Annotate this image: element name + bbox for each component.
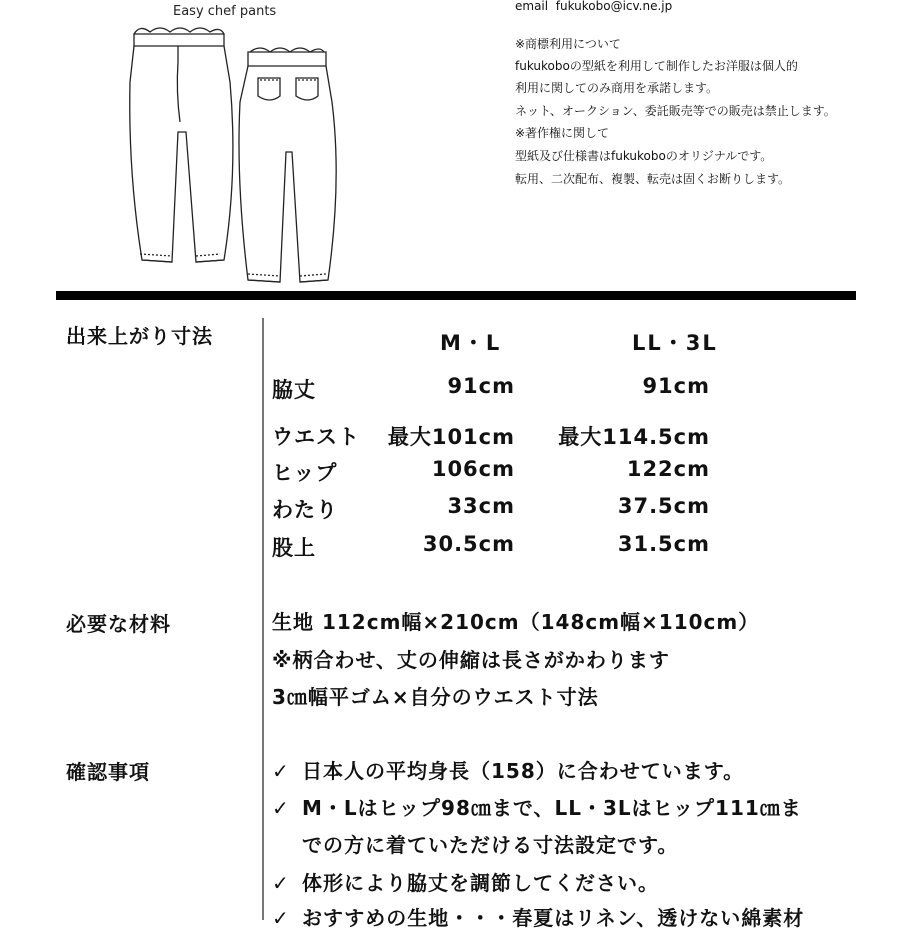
size-row-label: ウエスト (272, 425, 360, 449)
column-header-ml: M・L (440, 331, 502, 355)
check-item-text: 体形により脇丈を調節してください。 (302, 871, 659, 895)
size-row-label: 脇丈 (272, 378, 316, 402)
size-value-ll: 37.5cm (617, 494, 710, 518)
size-value-ml: 30.5cm (422, 532, 515, 556)
check-item-text: M・Lはヒップ98㎝まで、LL・3Lはヒップ111㎝ま (302, 796, 802, 820)
notice-line: ※著作権に関して (515, 126, 610, 140)
material-line: 3㎝幅平ゴム×自分のウエスト寸法 (272, 685, 599, 709)
pants-illustration (120, 22, 342, 292)
size-value-ll: 122cm (626, 457, 710, 481)
size-value-ml: 33cm (447, 494, 515, 518)
check-item (272, 755, 744, 784)
check-item (272, 792, 802, 821)
size-value-ll: 91cm (642, 374, 710, 398)
section-divider (56, 291, 856, 300)
size-value-ll: 31.5cm (617, 532, 710, 556)
checkmark-icon: ✓ (272, 796, 290, 820)
material-line: 生地 112cm幅×210cm（148cm幅×110cm） (272, 610, 760, 634)
size-value-ml: 106cm (431, 457, 515, 481)
notice-line: fukukoboの型紙を利用して制作したお洋服は個人的 (515, 59, 798, 73)
email-label: email (515, 0, 549, 13)
column-header-ll: LL・3L (632, 331, 718, 355)
check-item (272, 902, 804, 931)
email-address: fukukobo@icv.ne.jp (555, 0, 673, 13)
size-row-label: わたり (272, 498, 338, 522)
section-label-checks: 確認事項 (66, 760, 150, 784)
notice-line: ※商標利用について (515, 37, 621, 51)
check-item-text: 日本人の平均身長（158）に合わせています。 (302, 759, 745, 783)
check-item-continuation: での方に着ていただける寸法設定です。 (302, 833, 679, 857)
notice-line: 利用に関してのみ商用を承諾します。 (515, 81, 719, 95)
notice-line: 転用、二次配布、複製、転売は固くお断りします。 (515, 172, 791, 186)
section-label-materials: 必要な材料 (66, 612, 171, 636)
size-row-label: 股上 (272, 536, 316, 560)
size-value-ll: 最大114.5cm (558, 425, 710, 449)
notice-line: ネット、オークション、委託販売等での販売は禁止します。 (515, 104, 836, 118)
column-divider (262, 318, 264, 920)
check-item (272, 867, 659, 896)
size-value-ml: 最大101cm (387, 425, 515, 449)
section-label-sizes: 出来上がり寸法 (66, 324, 213, 348)
size-row-label: ヒップ (272, 461, 338, 485)
checkmark-icon: ✓ (272, 759, 290, 783)
checkmark-icon: ✓ (272, 871, 290, 895)
drawing-caption: Easy chef pants (173, 4, 277, 19)
check-item-text: おすすめの生地・・・春夏はリネン、透けない綿素材 (302, 906, 805, 930)
email-line (515, 0, 672, 18)
size-value-ml: 91cm (447, 374, 515, 398)
checkmark-icon: ✓ (272, 906, 290, 930)
notice-line: 型紙及び仕様書はfukukoboのオリジナルです。 (515, 149, 773, 163)
material-line: ※柄合わせ、丈の伸縮は長さがかわります (272, 648, 670, 672)
